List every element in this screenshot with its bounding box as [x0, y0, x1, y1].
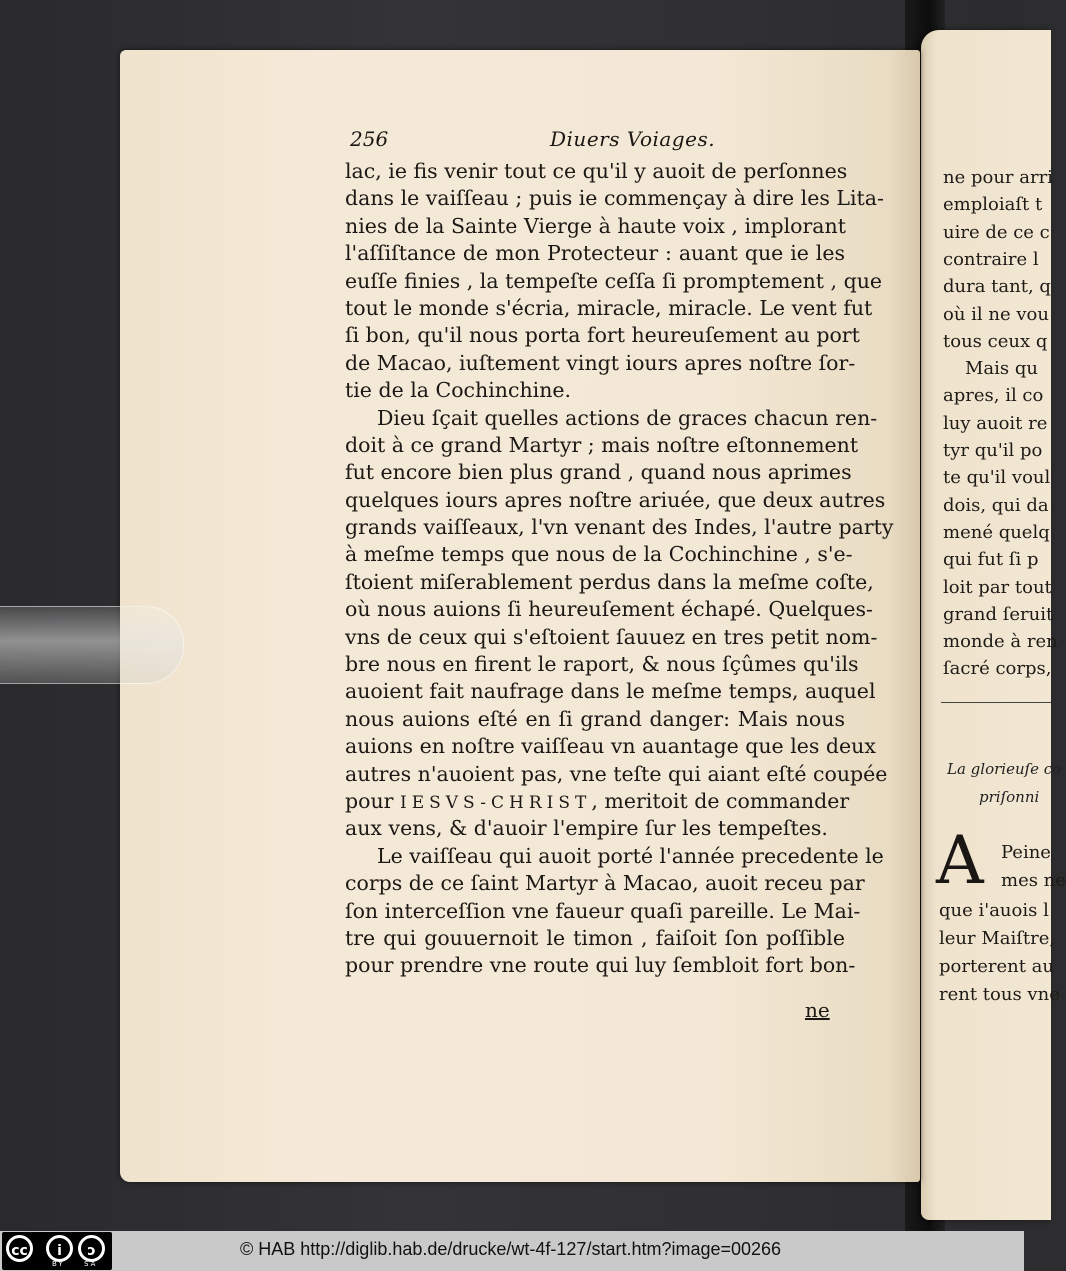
- facing-text-line: grand ſeruit: [943, 603, 1054, 625]
- text-line: Le vaiſſeau qui auoit porté l'année precedente le: [377, 843, 884, 868]
- facing-text-line: qui fut ſi p: [943, 549, 1039, 571]
- text-line: nies de la Sainte Vierge à haute voix , implorant: [345, 213, 846, 238]
- cc-sa-label: SA: [84, 1260, 98, 1268]
- text-line: doit à ce grand Martyr ; mais noſtre eſtonnement: [345, 432, 859, 457]
- text-line: nous auions eſté en ſi grand danger: Mais nous: [345, 706, 845, 731]
- cc-license-badge[interactable]: [2, 1232, 112, 1270]
- facing-text-line: loit par tout: [943, 576, 1052, 598]
- text-fragment: , meritoit de commander: [591, 788, 850, 813]
- text-line: ſon interceſſion vne faueur quaſi pareille. Le Mai-: [345, 898, 861, 923]
- text-line: [345, 788, 850, 815]
- text-line: tie de la Cochinchine.: [345, 378, 572, 403]
- text-line: vns de ceux qui s'eſtoient ſauuez en tres petit nom-: [345, 624, 878, 649]
- text-line: auions en noſtre vaiſſeau vn auantage que les deux: [345, 734, 876, 759]
- facing-page: [921, 30, 1066, 1220]
- text-line: euſſe finies , la tempeſte ceſſa ſi promptement , que: [345, 268, 883, 293]
- facing-text-line: Mais qu: [965, 358, 1038, 380]
- text-line: pour prendre vne route qui luy ſembloit fort bon-: [345, 953, 856, 978]
- text-line: corps de ce ſaint Martyr à Macao, auoit receu par: [345, 871, 865, 896]
- small-caps-name: IESVS-CHRIST: [399, 792, 592, 813]
- page-body-text: [345, 158, 894, 980]
- facing-text-line: que i'auois l: [939, 900, 1049, 921]
- text-line: aux vens, & d'auoir l'empire ſur les tempeſtes.: [345, 816, 828, 841]
- facing-text-line: te qu'il voul: [943, 467, 1051, 489]
- text-line: fut encore bien plus grand , quand nous aprimes: [345, 460, 852, 485]
- share-alike-icon: ↄ: [78, 1235, 105, 1262]
- facing-text-line: rent tous vne: [939, 984, 1060, 1005]
- cc-icon: cc: [6, 1235, 33, 1262]
- facing-text-line: mené quelq: [943, 521, 1050, 543]
- glass-page-weight: [0, 606, 184, 684]
- text-line: tout le monde s'écria, miracle, miracle. Le vent fut: [345, 295, 873, 320]
- copyright-url-text: © HAB http://diglib.hab.de/drucke/wt-4f-127/start.htm?image=00266: [240, 1239, 782, 1259]
- text-line: où nous auions ſi heureuſement échapé. Quelques-: [345, 597, 873, 622]
- facing-text-line: contraire l: [943, 248, 1039, 270]
- running-title: Diuers Voiages.: [550, 127, 716, 151]
- facing-text-line: leur Maiſtre,: [939, 928, 1056, 949]
- text-line: bre nous en firent le raport, & nous ſçûmes qu'ils: [345, 652, 859, 677]
- text-line: l'aſſiſtance de mon Protecteur : auant que ie les: [345, 241, 845, 266]
- facing-text-line: luy auoit re: [943, 412, 1048, 434]
- facing-text-line: où il ne vou: [943, 303, 1049, 325]
- facing-text-line: monde à ren: [943, 631, 1058, 653]
- facing-text-line: Peine: [1001, 842, 1051, 863]
- text-line: lac, ie fis venir tout ce qu'il y auoit de perſonnes: [345, 159, 848, 183]
- by-attribution-icon: i: [46, 1235, 73, 1262]
- facing-text-line: dois, qui da: [943, 494, 1049, 516]
- facing-text-line: ſacré corps,: [943, 658, 1052, 680]
- facing-caption-2: priſonni: [979, 788, 1040, 806]
- text-line: Dieu ſçait quelles actions de graces chacun ren-: [377, 405, 878, 430]
- text-line: ſtoient miſerablement perdus dans la meſme coſte,: [345, 569, 874, 594]
- text-line: dans le vaiſſeau ; puis ie commençay à dire les Lita-: [345, 186, 884, 211]
- facing-text-line: porterent au: [939, 956, 1054, 977]
- footer-bar: [0, 1231, 1024, 1271]
- text-line: auoient fait naufrage dans le meſme temps, auquel: [345, 679, 876, 704]
- facing-caption-1: La glorieuſe co: [947, 760, 1062, 778]
- facing-text-line: tous ceux q: [943, 330, 1048, 352]
- text-fragment: pour: [345, 788, 400, 813]
- facing-text-line: emploiaſt t: [943, 194, 1043, 216]
- cc-by-label: BY: [52, 1260, 65, 1268]
- facing-text-line: ne pour arri: [943, 167, 1053, 188]
- text-line: de Macao, iuſtement vingt iours apres noſtre ſor-: [345, 350, 856, 375]
- facing-text-line: tyr qu'il po: [943, 440, 1043, 461]
- facing-text-line: uire de ce c: [943, 221, 1050, 243]
- facing-rule: [941, 702, 1051, 703]
- text-line: grands vaiſſeaux, l'vn venant des Indes, l'autre party: [345, 515, 894, 540]
- text-line: ſi bon, qu'il nous porta fort heureuſement au port: [345, 323, 860, 348]
- text-line: tre qui gouuernoit le timon , faiſoit ſon poſſible: [345, 925, 845, 950]
- text-line: quelques iours apres noſtre ariuée, que deux autres: [345, 487, 886, 512]
- facing-text-line: apres, il co: [943, 385, 1044, 407]
- drop-capital: A: [936, 822, 984, 899]
- text-line: à meſme temps que nous de la Cochinchine , s'e-: [345, 542, 853, 567]
- facing-text-line: mes ne: [1001, 870, 1066, 891]
- facing-text-line: dura tant, q: [943, 276, 1051, 298]
- page-number: 256: [350, 127, 389, 151]
- text-line: autres n'auoient pas, vne teſte qui aiant eſté coupée: [345, 761, 888, 786]
- catchword: ne: [805, 998, 830, 1022]
